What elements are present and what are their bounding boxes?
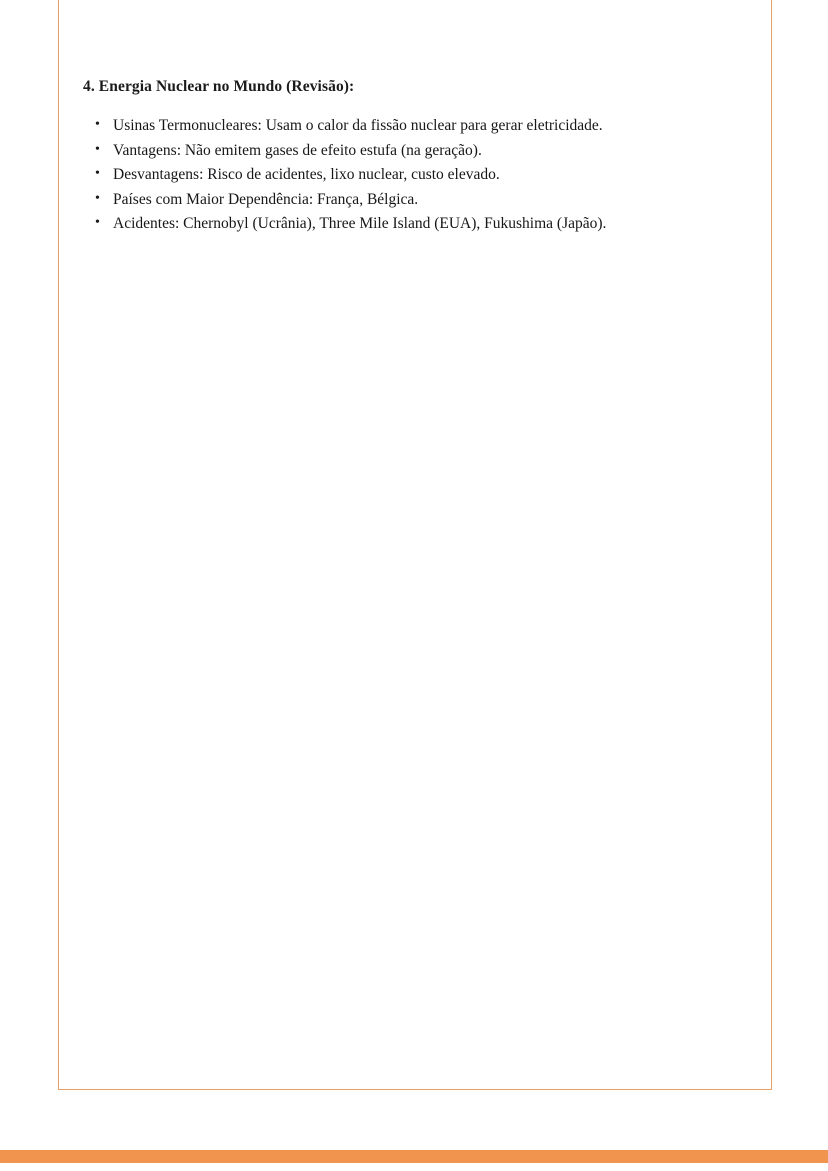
bullet-list <box>83 114 747 236</box>
footer-accent-bar <box>0 1150 828 1163</box>
list-item: • Acidentes: Chernobyl (Ucrânia), Three Mile Island (EUA), Fukushima (Japão). <box>83 212 747 236</box>
footer-bottom-margin <box>0 1163 828 1171</box>
page-sheet <box>58 0 772 1090</box>
list-item: • Vantagens: Não emitem gases de efeito estufa (na geração). <box>83 139 747 163</box>
list-item: • Países com Maior Dependência: França, Bélgica. <box>83 188 747 212</box>
page-content <box>83 77 747 237</box>
page-title: 4. Energia Nuclear no Mundo (Revisão): <box>83 78 355 95</box>
list-item: • Usinas Termonucleares: Usam o calor da fissão nuclear para gerar eletricidade. <box>83 114 747 138</box>
list-item: • Desvantagens: Risco de acidentes, lixo nuclear, custo elevado. <box>83 163 747 187</box>
